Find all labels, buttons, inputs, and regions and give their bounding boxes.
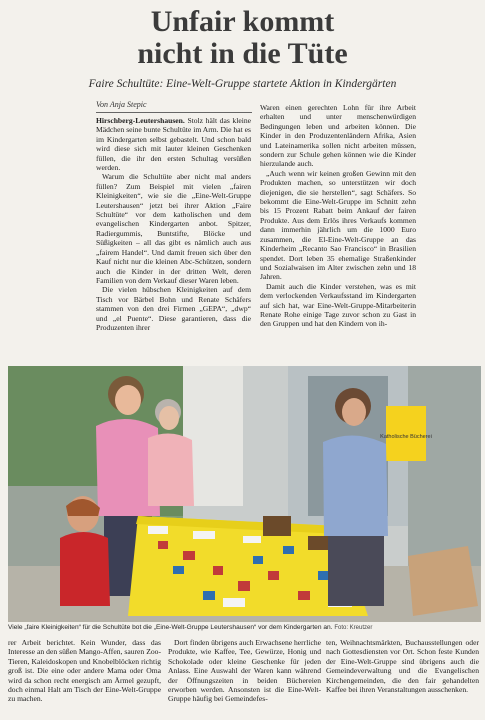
paragraph: Die vielen hübschen Kleinigkeiten auf dem Tisch vor Bärbel Bohn und Renate Schäfers stammen von den drei Firmen „GEPA“, „dwp“ und „el Puente“. Diese garantieren, dass die Produzenten ihrer [96,285,251,332]
photo-illustration [8,366,481,622]
paragraph: ten, Weihnachtsmärkten, Buchausstellungen oder nach Gottesdiensten vor Ort. Schon feste Kunden der Eine-Welt-Gruppe sind übrigens auch die Gemeindeverwaltung und die Evangelischen Kirchengemeinden, die den fair gehandelten Kaffee bei ihren Veranstaltungen ausschenken. [326,638,479,695]
paragraph: Dort finden übrigens auch Erwachsene herrliche Produkte, wie Kaffee, Tee, Gewürze, Honig und Schokolade oder kleine Geschenke für jeden Anlass. Eine Auswahl der Waren kann während der Öffnungszeiten in beiden Büchereien erworben werden. Ansonsten ist die Eine-Welt-Gruppe häufig bei Gemeindefes- [168,638,321,704]
byline: Von Anja Stepic [96,100,147,109]
paragraph: Warum die Schultüte aber nicht mal anders füllen? Zum Beispiel mit vielen „fairen Kleinigkeiten“, wie sie die „Eine-Welt-Gruppe Leutershausen“ jetzt bei ihrer Aktion „Faire Schultüte“ vor dem katholischen und dem evangelischen Kindergarten anbot. Spitzer, Radiergummis, Buntstifte, Blöcke und Süßigkeiten – all das gibt es nämlich auch aus „fairem Handel“. Und damit freuen sich über den Kauf nicht nur die kleinen Abc-Schützen, sondern auch die Kinder in der dritten Welt, deren Familien von dem Verkauf dieser Waren leben. [96,172,251,285]
paragraph: Damit auch die Kinder verstehen, was es mit dem verlockenden Verkaufsstand im Kindergarten auf sich hat, war Eine-Welt-Gruppe-Mitarbeiterin Renate Rohe einige Tage zuvor schon zu Gast in den Gruppen und hat den Kindern von ih- [260,281,416,329]
photo-caption [8,624,481,631]
article-column-2 [260,103,416,361]
headline [0,6,485,70]
paragraph: „Auch wenn wir keinen großen Gewinn mit den Produkten machen, so unterstützen wir doch diejenigen, die sie herstellen“, sagt Schäfers. So bekommt die Eine-Welt-Gruppe im Schnitt zehn bis 15 Prozent Rabatt beim Ankauf der fairen Produkte. Aus dem Erlös ihres Verkaufs kommen dann immerhin jährlich um die 1000 Euro zusammen, die El-Eine-Welt-Gruppe an das Kinderheim „Recanto Sao Francisco“ in Brasilien spendet. Dort leben 35 ehemalige Straßenkinder und Sozialwaisen im Alter zwischen zehn und 18 Jahren. [260,168,416,282]
caption-text: Viele „faire Kleinigkeiten“ für die Schultüte bot die „Eine-Welt-Gruppe Leutershausen“ vor dem Kindergarten an. [8,624,333,631]
headline-line-1: Unfair kommt [150,5,335,38]
photo-credit: Foto: Kreutzer [334,625,373,631]
bottom-column-1 [8,638,161,718]
paragraph: Waren einen gerechten Lohn für ihre Arbeit erhalten und unter menschenwürdigen Bedingungen leben und arbeiten können. Die Kinder in den Produzentenländern Afrika, Asien und Lateinamerika sollen nicht arbeiten müssen, sondern zur Schule gehen können wie die Kinder hierzulande auch. [260,103,416,169]
dateline: Hirschberg-Leutershausen. [96,116,185,125]
article-photo [8,366,481,622]
article-column-1 [96,116,251,360]
headline-line-2: nicht in die Tüte [137,37,348,70]
bottom-column-2 [168,638,321,718]
byline-divider [96,112,252,113]
photo-sign-text: Katholische Bücherei [380,434,432,440]
bottom-column-3 [326,638,479,718]
paragraph: Hirschberg-Leutershausen. Stolz hält das kleine Mädchen seine bunte Schultüte im Arm. Die hat es im Kindergarten selbst gebastelt. Und schon bald wird diese sich mit lauter kleinen Geschenken füllen, die ihr den ersten Schultag versüßen werden. [96,116,251,173]
subheadline: Faire Schultüte: Eine-Welt-Gruppe startete Aktion in Kindergärten [88,78,397,90]
paragraph: rer Arbeit berichtet. Kein Wunder, dass das Interesse an den süßen Mango-Affen, sauren Zoo-Tieren, Kaleidoskopen und Knobelblöcken richtig groß ist. Die eine oder andere Mama oder Oma wird da schon recht energisch am Ärmel gezupft, doch einmal Halt am Tisch der Eine-Welt-Gruppe zu machen. [8,638,161,704]
